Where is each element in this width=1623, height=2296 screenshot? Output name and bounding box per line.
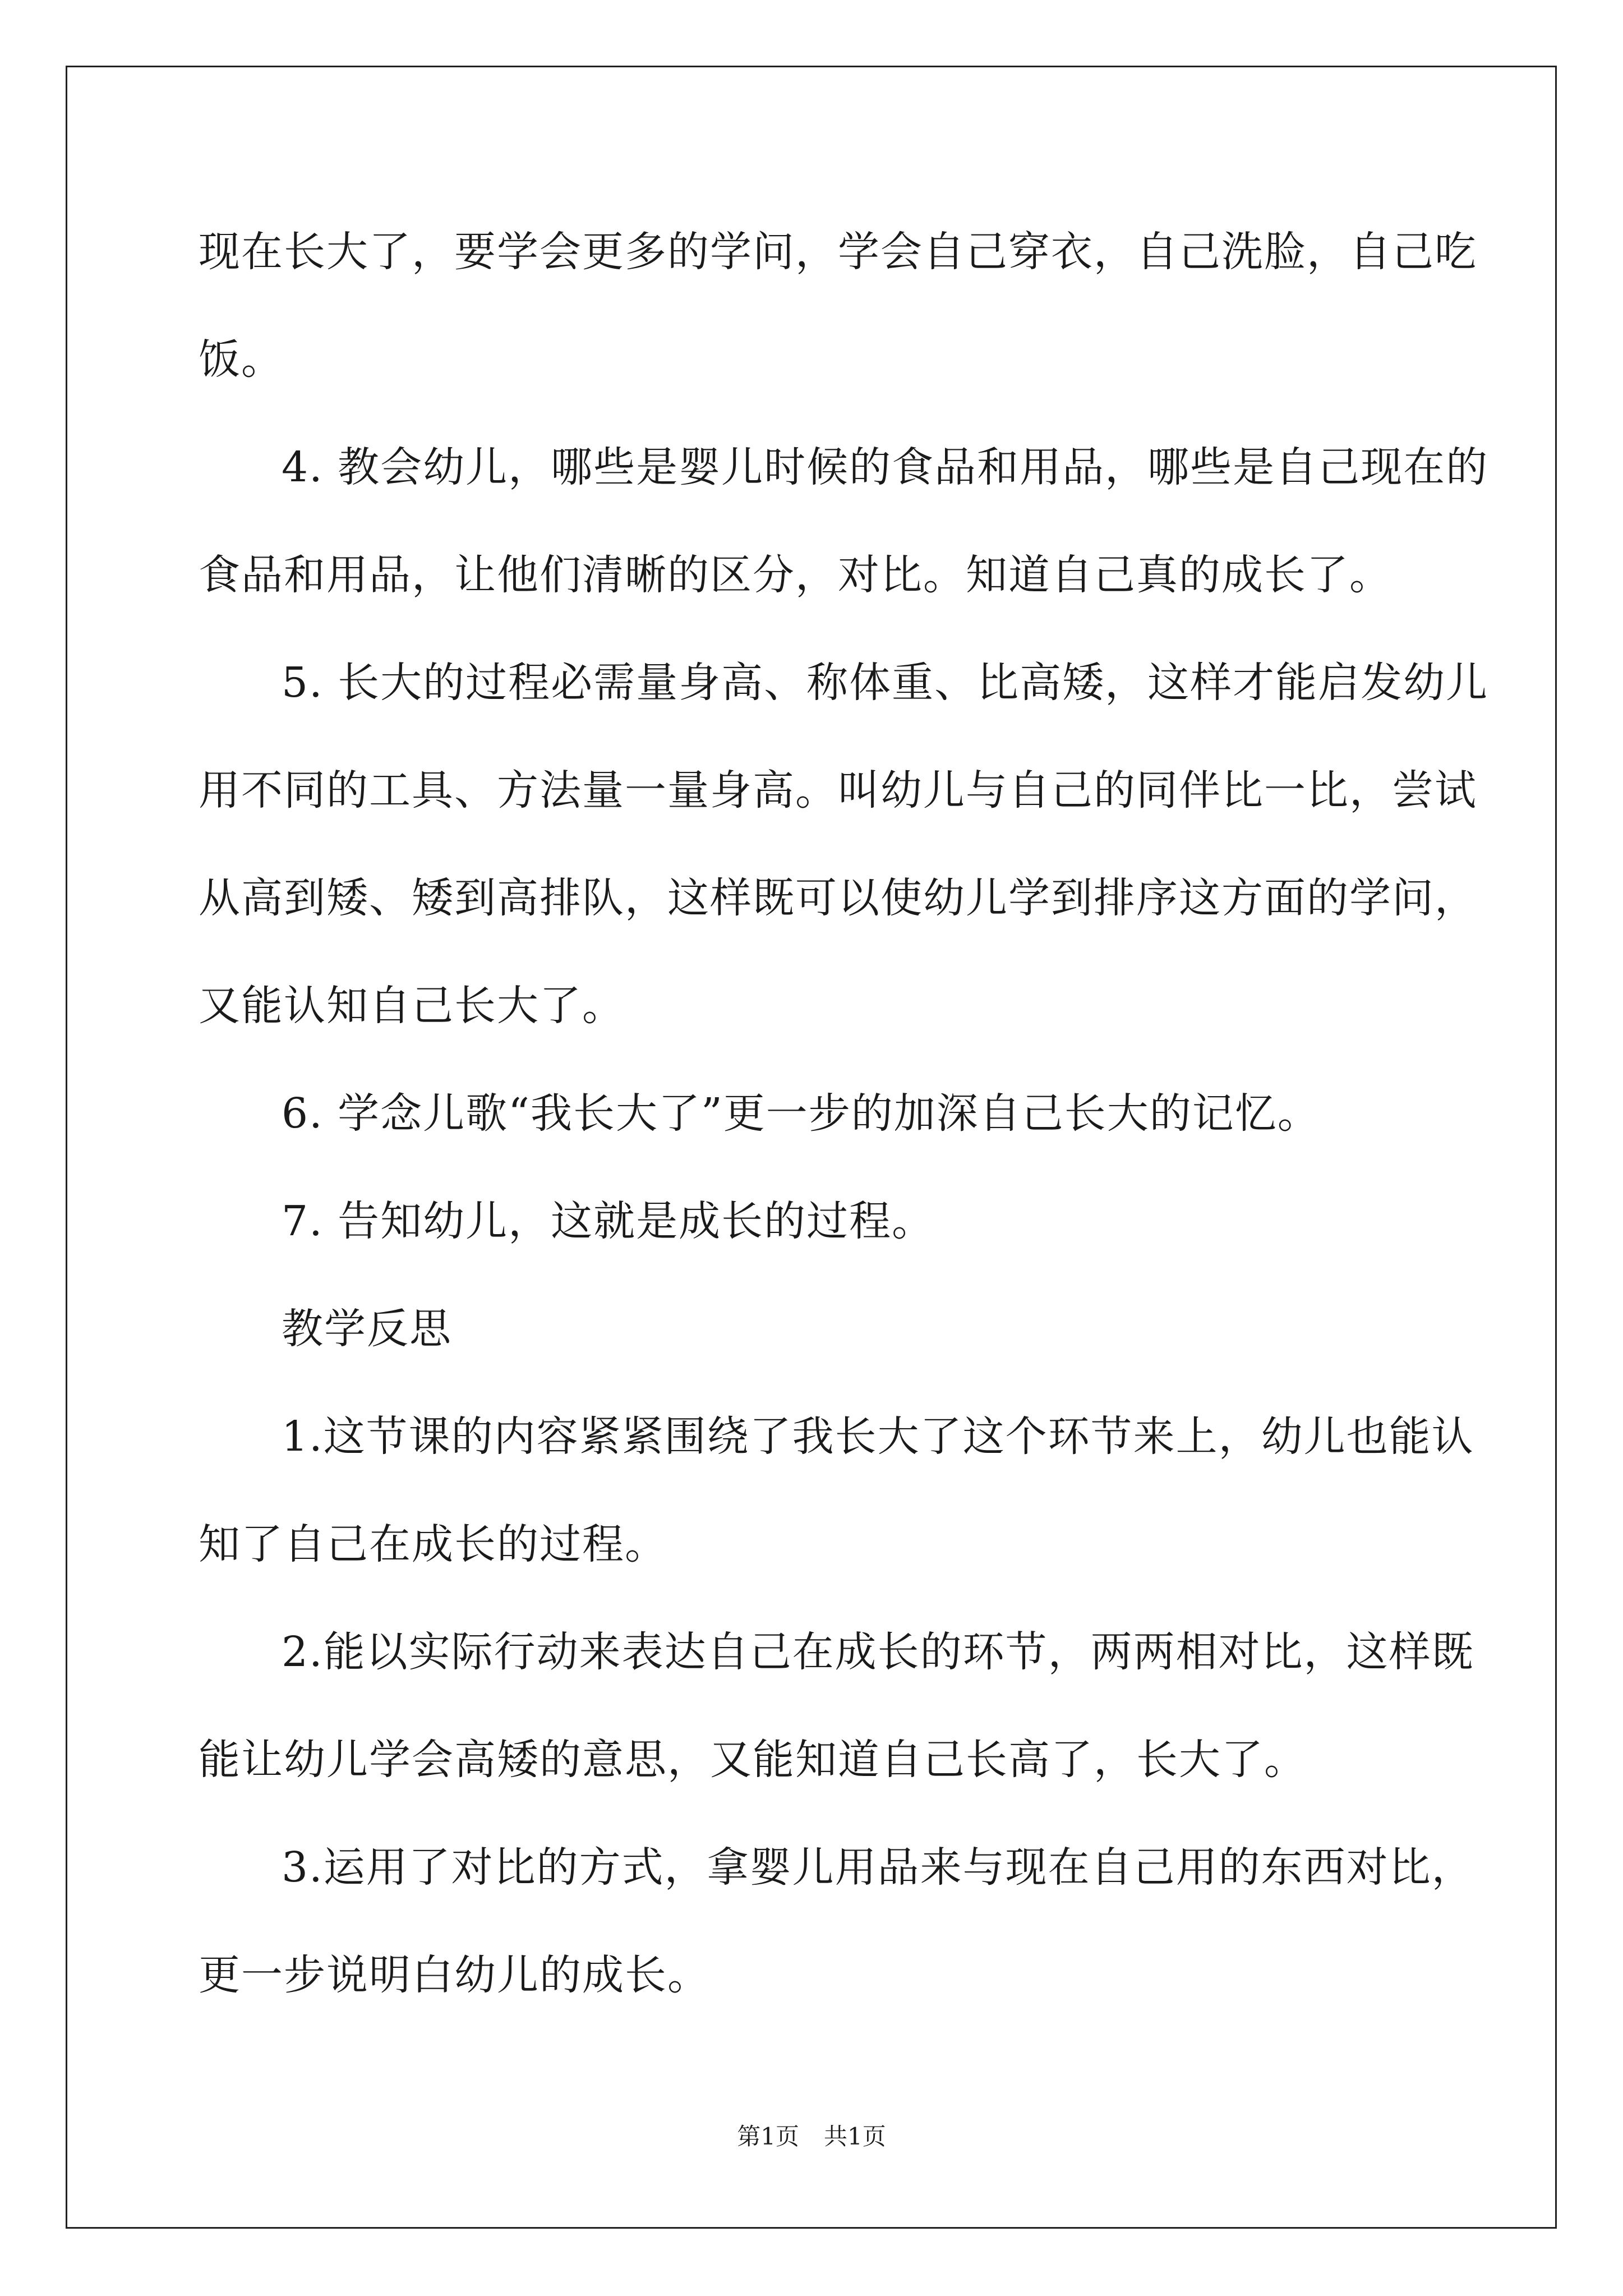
- reflection-item-1: 1.这节课的内容紧紧围绕了我长大了这个环节来上，幼儿也能认: [282, 1412, 1474, 1461]
- section-heading: 教学反思: [282, 1305, 452, 1353]
- text-line: 从高到矮、矮到高排队，这样既可以使幼儿学到排序这方面的学问，: [199, 874, 1477, 922]
- list-item-7: 7. 告知幼儿，这就是成长的过程。: [282, 1197, 935, 1245]
- page-total: 共1页: [824, 2123, 886, 2150]
- reflection-item-2: 2.能以实际行动来表达自己在成长的环节，两两相对比，这样既: [282, 1628, 1474, 1676]
- page-footer: [0, 2125, 1623, 2148]
- reflection-item-3: 3.运用了对比的方式，拿婴儿用品来与现在自己用的东西对比，: [282, 1843, 1474, 1892]
- text-line: 又能认知自己长大了。: [199, 982, 625, 1030]
- list-item-6: 6. 学念儿歌“我长大了”更一步的加深自己长大的记忆。: [282, 1089, 1320, 1138]
- page-border: [66, 66, 1557, 2229]
- text-line: 知了自己在成长的过程。: [199, 1520, 667, 1568]
- text-line: 现在长大了，要学会更多的学问，学会自己穿衣，自己洗脸，自己吃: [199, 228, 1477, 276]
- text-line: 食品和用品，让他们清晰的区分，对比。知道自己真的成长了。: [199, 551, 1392, 599]
- text-line: 更一步说明白幼儿的成长。: [199, 1951, 710, 1999]
- list-item-4: 4. 教会幼儿，哪些是婴儿时候的食品和用品，哪些是自己现在的: [282, 443, 1489, 491]
- text-line: 饭。: [199, 335, 284, 384]
- page-number: 第1页: [737, 2123, 799, 2150]
- text-line: 用不同的工具、方法量一量身高。叫幼儿与自己的同伴比一比，尝试: [199, 766, 1477, 815]
- list-item-5: 5. 长大的过程必需量身高、称体重、比高矮，这样才能启发幼儿: [282, 659, 1489, 707]
- text-line: 能让幼儿学会高矮的意思，又能知道自己长高了，长大了。: [199, 1736, 1307, 1784]
